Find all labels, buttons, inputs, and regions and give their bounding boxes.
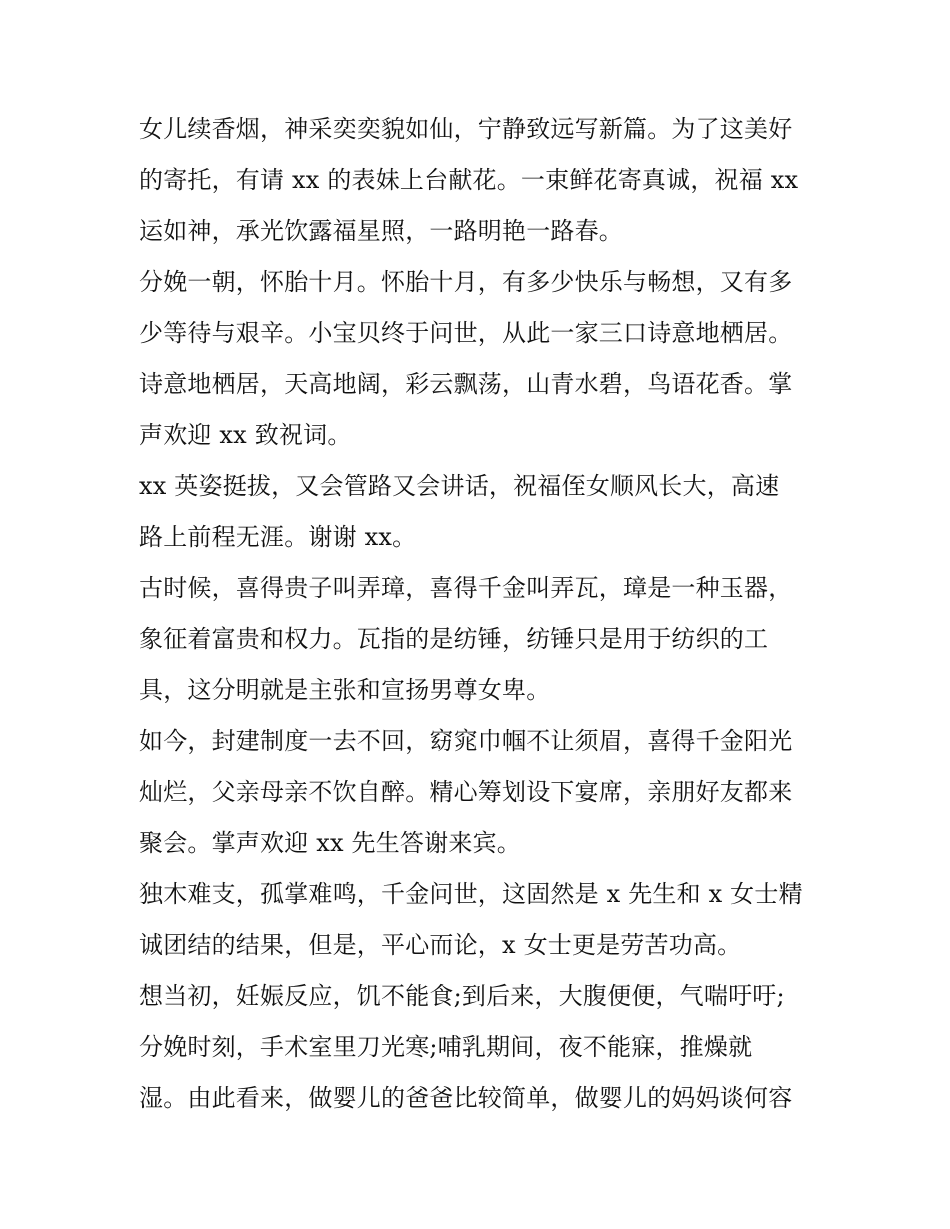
text-line: 运如神，承光饮露福星照，一路明艳一路春。 xyxy=(139,217,623,245)
text-line: 声欢迎 xx 致祝词。 xyxy=(139,421,352,449)
document-body xyxy=(139,104,819,1124)
text-line: 想当初，妊娠反应，饥不能食;到后来，大腹便便，气喘吁吁; xyxy=(139,982,785,1010)
text-line: xx 英姿挺拔，又会管路又会讲话，祝福侄女顺风长大，高速 xyxy=(139,472,780,500)
text-line: 路上前程无涯。谢谢 xx。 xyxy=(139,523,417,551)
text-line: 象征着富贵和权力。瓦指的是纺锤，纺锤只是用于纺织的工 xyxy=(139,625,769,653)
text-line: 分娩一朝，怀胎十月。怀胎十月，有多少快乐与畅想，又有多 xyxy=(139,268,793,296)
text-line: 灿烂，父亲母亲不饮自醉。精心筹划设下宴席，亲朋好友都来 xyxy=(139,778,793,806)
text-line: 分娩时刻，手术室里刀光寒;哺乳期间，夜不能寐，推燥就 xyxy=(139,1033,753,1061)
text-line: 的寄托，有请 xx 的表妹上台献花。一束鲜花寄真诚，祝福 xx xyxy=(139,166,799,194)
text-line: 少等待与艰辛。小宝贝终于问世，从此一家三口诗意地栖居。 xyxy=(139,319,793,347)
text-line: 女儿续香烟，神采奕奕貌如仙，宁静致远写新篇。为了这美好 xyxy=(139,115,793,143)
text-line: 古时候，喜得贵子叫弄璋，喜得千金叫弄瓦，璋是一种玉器， xyxy=(139,574,793,602)
text-line: 湿。由此看来，做婴儿的爸爸比较简单，做婴儿的妈妈谈何容 xyxy=(139,1084,793,1112)
text-line: 诚团结的结果，但是，平心而论，x 女士更是劳苦功高。 xyxy=(139,931,742,959)
text-line: 如今，封建制度一去不回，窈窕巾帼不让须眉，喜得千金阳光 xyxy=(139,727,793,755)
text-line: 聚会。掌声欢迎 xx 先生答谢来宾。 xyxy=(139,829,521,857)
text-line: 具，这分明就是主张和宣扬男尊女卑。 xyxy=(139,676,551,704)
text-line: 诗意地栖居，天高地阔，彩云飘荡，山青水碧，鸟语花香。掌 xyxy=(139,370,793,398)
text-line: 独木难支，孤掌难鸣，千金问世，这固然是 x 先生和 x 女士精 xyxy=(139,880,803,908)
